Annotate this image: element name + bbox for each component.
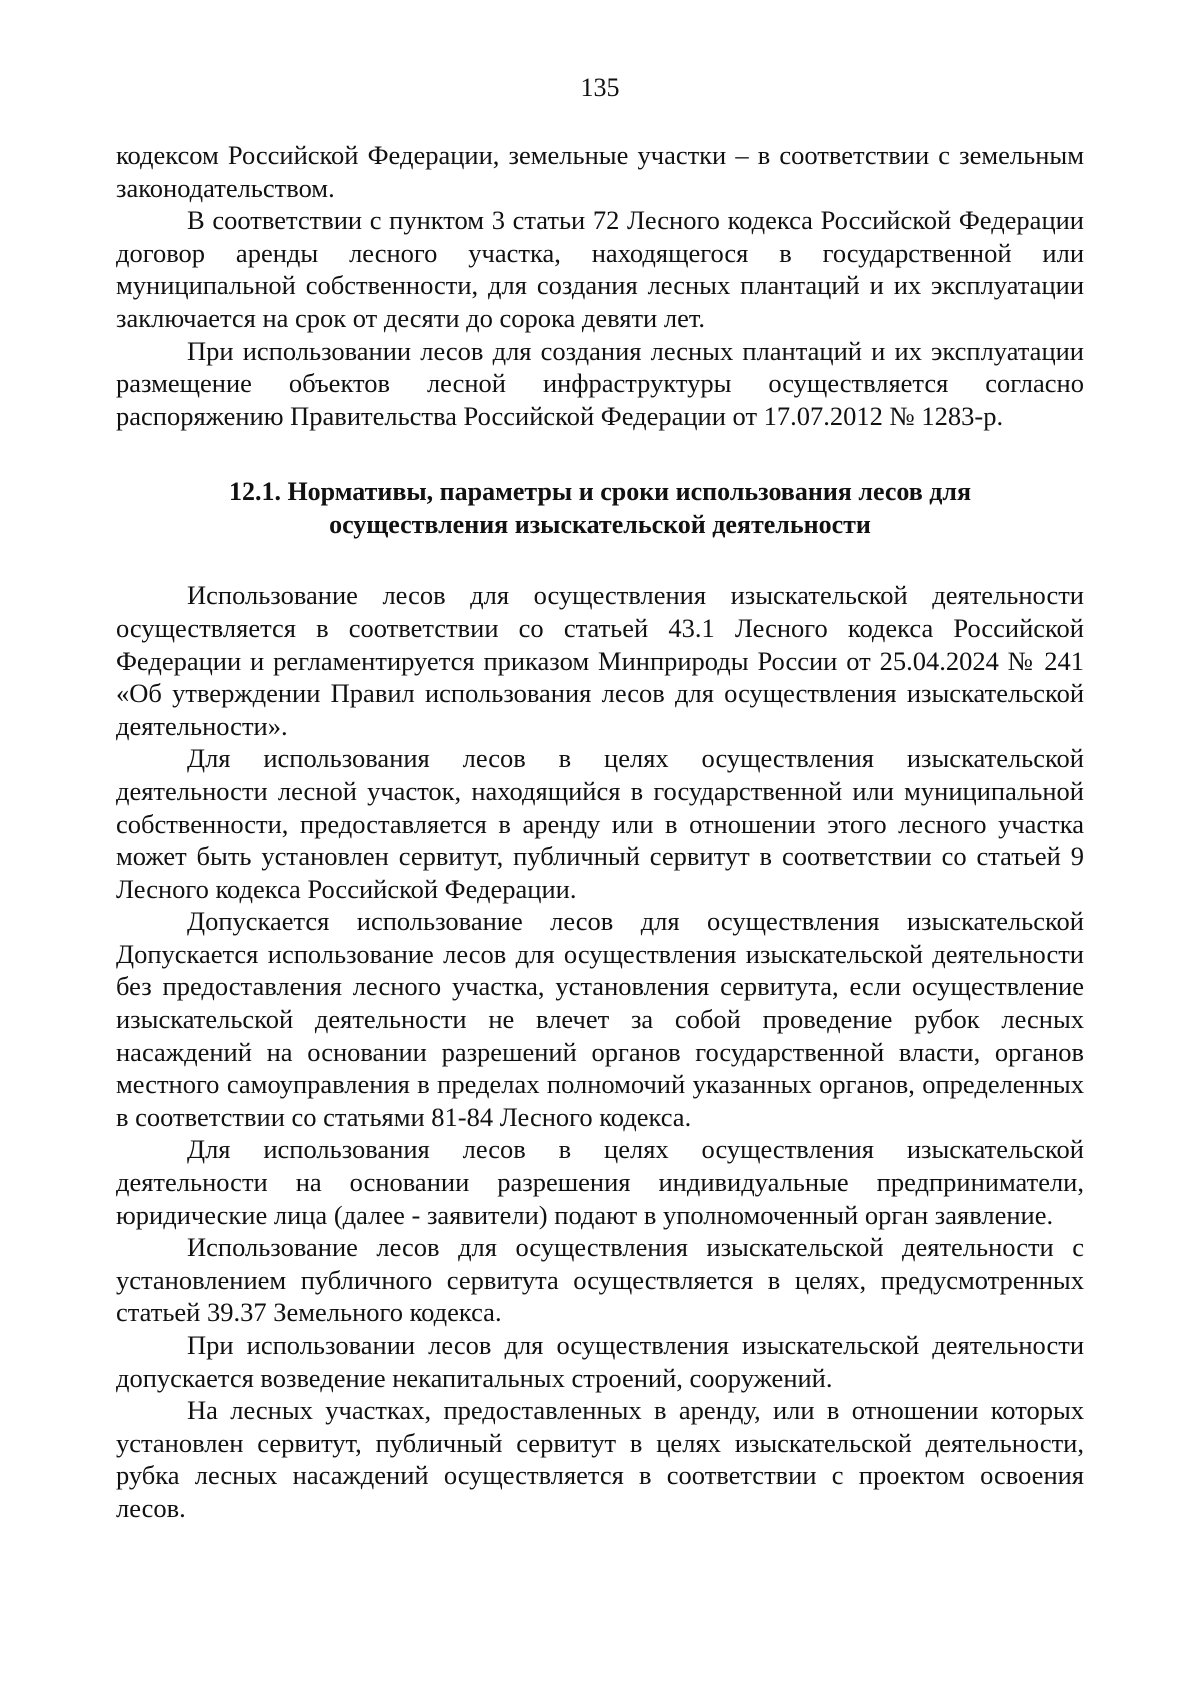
paragraph-permit-application: Для использования лесов в целях осуществления изыскательской деятельности на основании разрешения индивидуальные предприниматели, юридические лица (далее - заявители) подают в уполномоченный орган заявление. (116, 1134, 1084, 1230)
paragraph-infrastructure: При использовании лесов для создания лесных плантаций и их эксплуатации размещение объектов лесной инфраструктуры осуществляется согласно распоряжению Правительства Российской Федерации от 17.07.2012 № 1283-р. (116, 335, 1084, 431)
paragraph-without-provision: Допускается использование лесов для осуществления изыскательской Допускается использование лесов для осуществления изыскательской деятельности без предоставления лесного участка, установления сервитута, если осуществление изыскательской деятельности не влечет за собой проведение рубок лесных насаждений на основании разрешений органов государственной власти, органов местного самоуправления в пределах полномочий указанных органов, определенных в соответствии со статьями 81-84 Лесного кодекса. (116, 906, 1084, 1132)
document-body (116, 139, 1084, 1525)
section-heading-line-2: осуществления изыскательской деятельности (329, 510, 871, 540)
paragraph-survey-usage: Использование лесов для осуществления изыскательской деятельности осуществляется в соответствии со статьей 43.1 Лесного кодекса Российской Федерации и регламентируется приказом Минприроды России от 25.04.2024 № 241 «Об утверждении Правил использования лесов для осуществления изыскательской деятельности». (116, 580, 1084, 741)
page-number: 135 (580, 73, 620, 102)
paragraph-felling: На лесных участках, предоставленных в аренду, или в отношении которых установлен сервитут, публичный сервитут в целях изыскательской деятельности, рубка лесных насаждений осуществляется в соответствии с проектом освоения лесов. (116, 1395, 1084, 1523)
paragraph-lease-term: В соответствии с пунктом 3 статьи 72 Лесного кодекса Российской Федерации договор аренды лесного участка, находящегося в государственной или муниципальной собственности, для создания лесных плантаций и их эксплуатации заключается на срок от десяти до сорока девяти лет. (116, 205, 1084, 333)
paragraph-public-servitude: Использование лесов для осуществления изыскательской деятельности с установлением публичного сервитута осуществляется в целях, предусмотренных статьей 39.37 Земельного кодекса. (116, 1232, 1084, 1328)
section-heading-line-1: 12.1. Нормативы, параметры и сроки использования лесов для (228, 477, 972, 507)
paragraph-continuation: кодексом Российской Федерации, земельные участки – в соответствии с земельным законодательством. (116, 140, 1084, 203)
section-heading (116, 475, 1084, 541)
paragraph-temporary-structures: При использовании лесов для осуществления изыскательской деятельности допускается возведение некапитальных строений, сооружений. (116, 1330, 1084, 1393)
paragraph-lease-servitude: Для использования лесов в целях осуществления изыскательской деятельности лесной участок, находящийся в государственной или муниципальной собственности, предоставляется в аренду или в отношении этого лесного участка может быть установлен сервитут, публичный сервитут в соответствии со статьей 9 Лесного кодекса Российской Федерации. (116, 743, 1084, 904)
